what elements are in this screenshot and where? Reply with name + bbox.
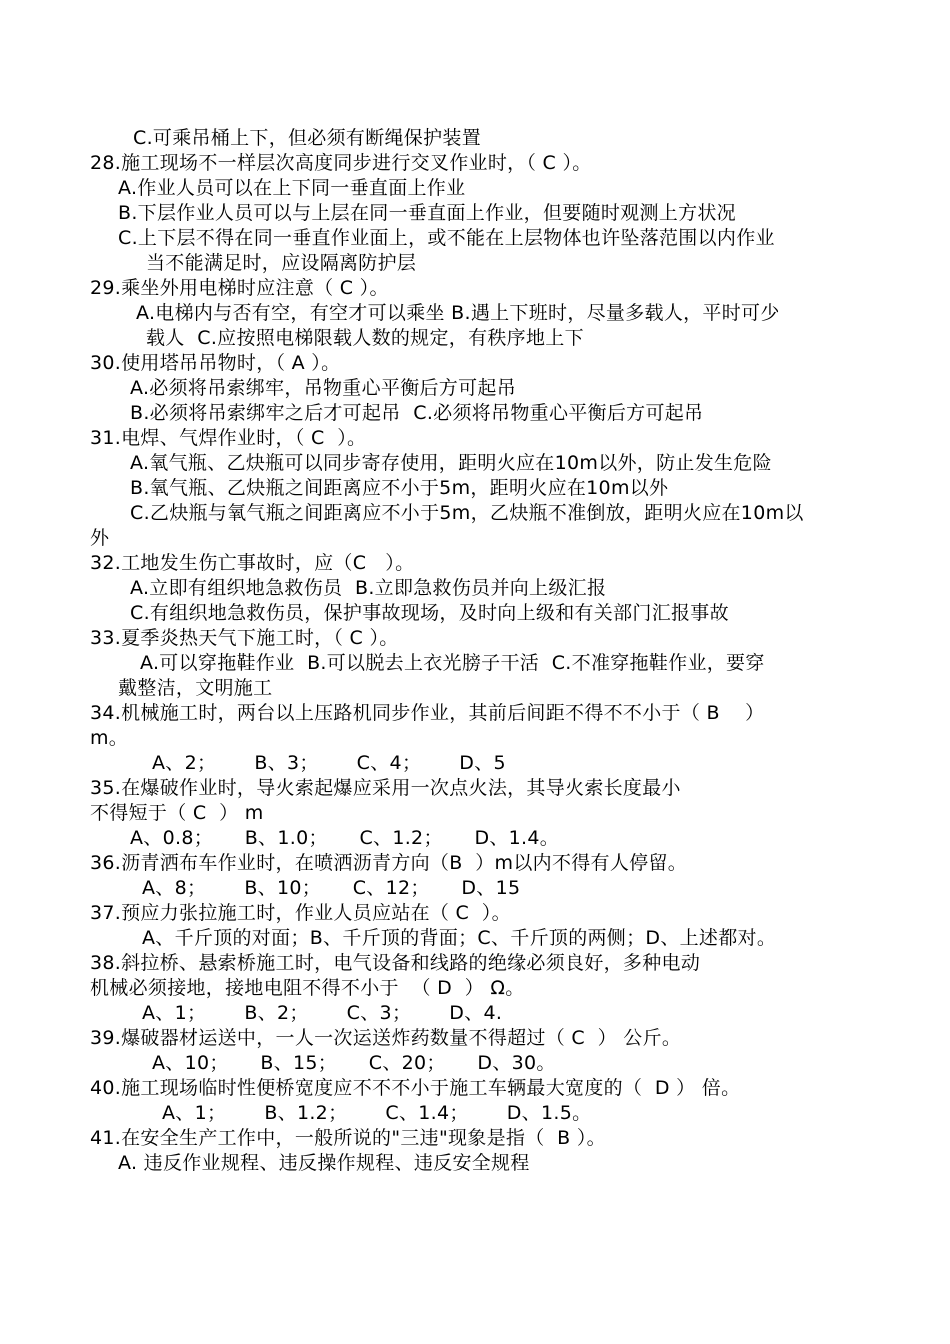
text-line: 戴整洁，文明施工: [118, 677, 273, 699]
text-line: A.必须将吊索绑牢，吊物重心平衡后方可起吊: [130, 377, 517, 399]
question-40: 40.施工现场临时性便桥宽度应不不不小于施工车辆最大宽度的（ D ） 倍。: [90, 1077, 741, 1099]
answer-options: A、1； B、2； C、3； D、4.: [142, 1002, 503, 1024]
question-28: 28.施工现场不一样层次高度同步进行交叉作业时，（ C ）。: [90, 152, 592, 174]
text-line: C.乙炔瓶与氧气瓶之间距离应不小于5m，乙炔瓶不准倒放，距明火应在10m以: [130, 502, 804, 524]
question-30: 30.使用塔吊吊物时，（ A ）。: [90, 352, 341, 374]
text-line: 机械必须接地，接地电阻不得不小于 （ D ） Ω。: [90, 977, 525, 999]
question-29: 29.乘坐外用电梯时应注意（ C ）。: [90, 277, 389, 299]
answer-options: A、8； B、10； C、12； D、15: [142, 877, 521, 899]
question-38: 38.斜拉桥、悬索桥施工时，电气设备和线路的绝缘必须良好，多种电动: [90, 952, 701, 974]
question-41: 41.在安全生产工作中，一般所说的"三违"现象是指（ B ）。: [90, 1127, 606, 1149]
question-31: 31.电焊、气焊作业时，（ C ）。: [90, 427, 367, 449]
text-line: 当不能满足时，应设隔离防护层: [146, 252, 417, 274]
text-line: C.上下层不得在同一垂直作业面上，或不能在上层物体也许坠落范围以内作业: [118, 227, 775, 249]
question-34: 34.机械施工时，两台以上压路机同步作业，其前后间距不得不不小于（ B ）: [90, 702, 765, 724]
question-39: 39.爆破器材运送中，一人一次运送炸药数量不得超过（ C ） 公斤。: [90, 1027, 682, 1049]
answer-options: A、2； B、3； C、4； D、5: [152, 752, 506, 774]
text-line: A. 违反作业规程、违反操作规程、违反安全规程: [118, 1152, 530, 1174]
question-33: 33.夏季炎热天气下施工时，（ C ）。: [90, 627, 399, 649]
text-line: A.氧气瓶、乙炔瓶可以同步寄存使用，距明火应在10m以外，防止发生危险: [130, 452, 772, 474]
text-line: A.电梯内与否有空，有空才可以乘坐 B.遇上下班时，尽量多载人，平时可少: [136, 302, 780, 324]
text-line: B.氧气瓶、乙炔瓶之间距离应不小于5m，距明火应在10m以外: [130, 477, 669, 499]
text-line: B.下层作业人员可以与上层在同一垂直面上作业，但要随时观测上方状况: [118, 202, 736, 224]
answer-options: A、千斤顶的对面；B、千斤顶的背面；C、千斤顶的两侧；D、上述都对。: [142, 927, 777, 949]
text-line: C.可乘吊桶上下，但必须有断绳保护装置: [133, 127, 482, 149]
question-32: 32.工地发生伤亡事故时，应（C ）。: [90, 552, 415, 574]
text-line: 外: [90, 527, 110, 549]
question-36: 36.沥青洒布车作业时，在喷洒沥青方向（B ）m以内不得有人停留。: [90, 852, 688, 874]
text-line: A.可以穿拖鞋作业 B.可以脱去上衣光膀子干活 C.不准穿拖鞋作业，要穿: [140, 652, 765, 674]
text-line: 不得短于（ C ） m: [90, 802, 264, 824]
text-line: A.立即有组织地急救伤员 B.立即急救伤员并向上级汇报: [130, 577, 607, 599]
answer-options: A、1； B、1.2； C、1.4； D、1.5。: [162, 1102, 592, 1124]
question-35: 35.在爆破作业时，导火索起爆应采用一次点火法，其导火索长度最小: [90, 777, 681, 799]
text-line: B.必须将吊索绑牢之后才可起吊 C.必须将吊物重心平衡后方可起吊: [130, 402, 704, 424]
text-line: A.作业人员可以在上下同一垂直面上作业: [118, 177, 466, 199]
answer-options: A、10； B、15； C、20； D、30。: [152, 1052, 556, 1074]
question-37: 37.预应力张拉施工时，作业人员应站在（ C ）。: [90, 902, 511, 924]
answer-options: A、0.8； B、1.0； C、1.2； D、1.4。: [130, 827, 560, 849]
text-line: C.有组织地急救伤员，保护事故现场，及时向上级和有关部门汇报事故: [130, 602, 729, 624]
text-line: m。: [90, 727, 129, 749]
text-line: 载人 C.应按照电梯限载人数的规定，有秩序地上下: [146, 327, 584, 349]
